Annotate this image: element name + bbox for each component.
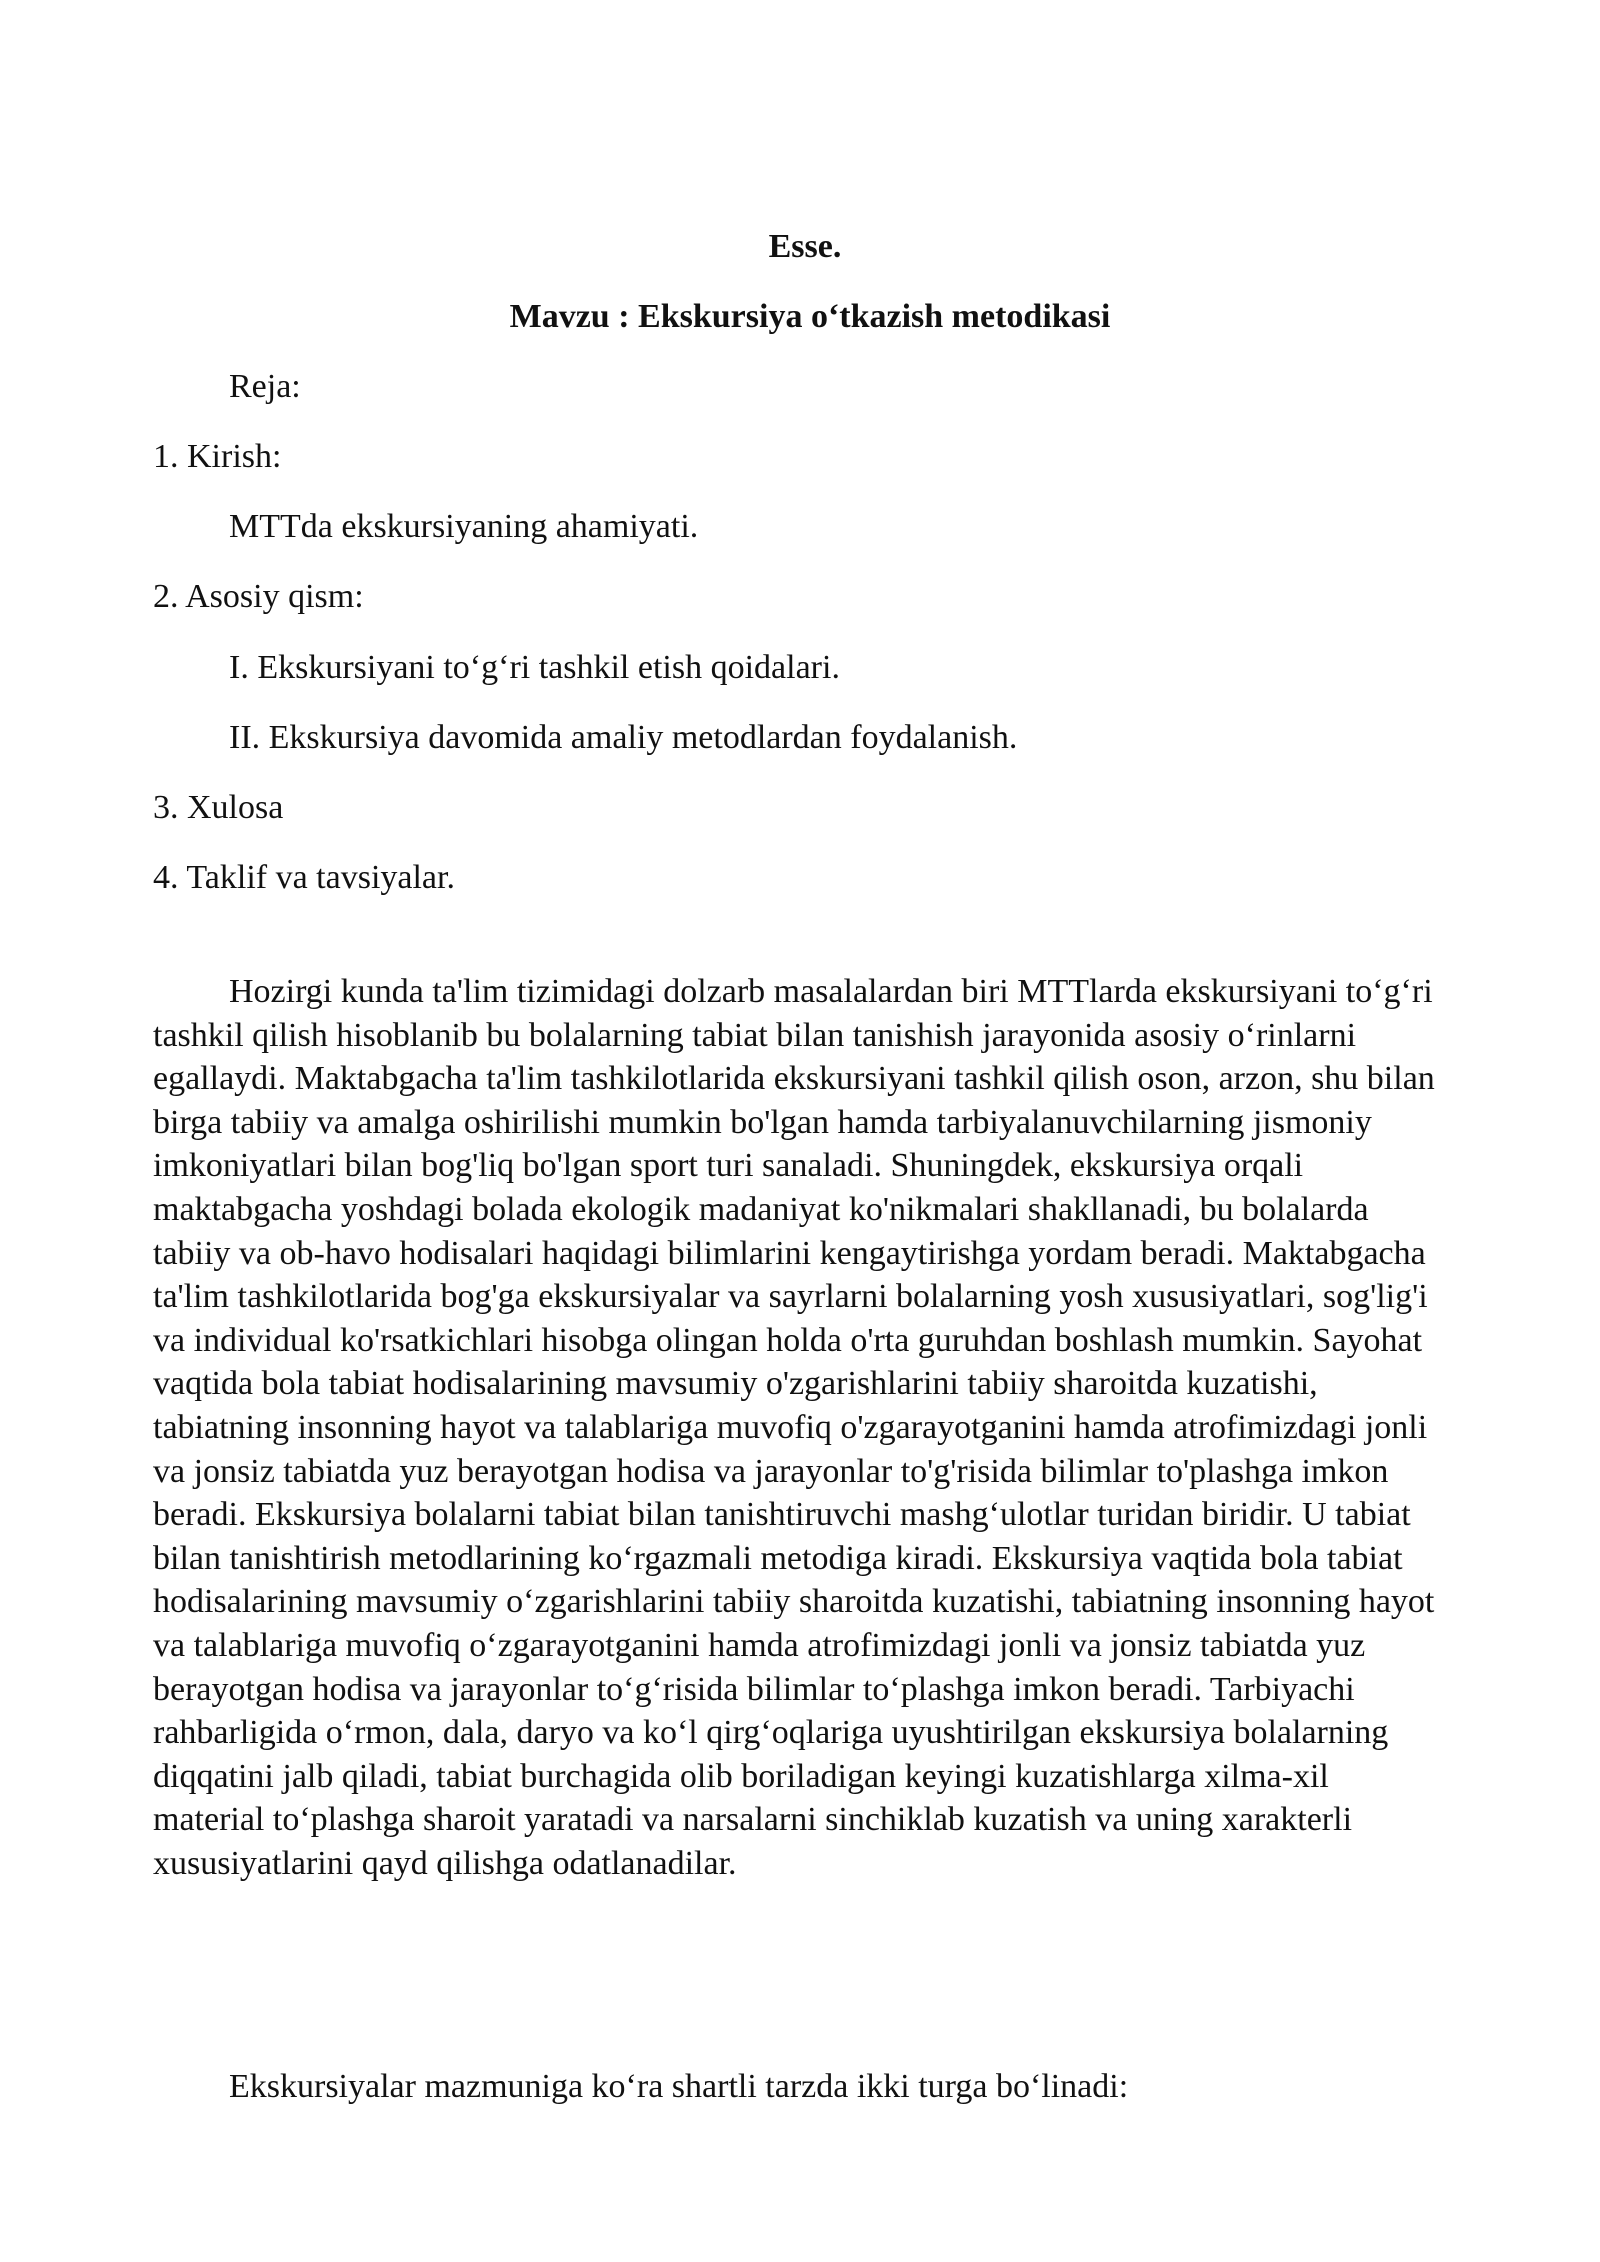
plan-subitem-rules: I. Ekskursiyani to‘g‘ri tashkil etish qoidalari. [229, 649, 840, 686]
closing-paragraph: Ekskursiyalar mazmuniga ko‘ra shartli tarzda ikki turga bo‘linadi: [229, 2068, 1129, 2105]
plan-subitem-methods: II. Ekskursiya davomida amaliy metodlardan foydalanish. [229, 719, 1018, 756]
plan-item-main-part: 2. Asosiy qism: [153, 578, 364, 615]
essay-topic: Mavzu : Ekskursiya o‘tkazish metodikasi [509, 298, 1111, 335]
plan-label: Reja: [229, 368, 301, 405]
essay-heading: Esse. [768, 228, 842, 265]
body-paragraph: Hozirgi kunda ta'lim tizimidagi dolzarb masalalardan biri MTTlarda ekskursiyani to‘g‘ri tashkil qilish hisoblanib bu bolalarning tabiat bilan tanishish jarayonida asosiy o‘rinlarni egallaydi. Maktabgacha ta'lim tashkilotlarida ekskursiyani tashkil qilish oson, arzon, shu bilan birga tabiiy va amalga oshirilishi mumkin bo'lgan hamda tarbiyalanuvchilarning jismoniy imkoniyatlari bilan bog'liq bo'lgan sport turi sanaladi. Shuningdek, ekskursiya orqali maktabgacha yoshdagi bolada ekologik madaniyat ko'nikmalari shakllanadi, bu bolalarda tabiiy va ob-havo hodisalari haqidagi bilimlarini kengaytirishga yordam beradi. Maktabgacha ta'lim tashkilotlarida bog'ga ekskursiyalar va sayrlarni bolalarning yosh xususiyatlari, sog'lig'i va individual ko'rsatkichlari hisobga olingan holda o'rta guruhdan boshlash mumkin. Sayohat vaqtida bola tabiat hodisalarining mavsumiy o'zgarishlarini tabiiy sharoitda kuzatishi, tabiatning insonning hayot va talablariga muvofiq o'zgarayotganini hamda atrofimizdagi jonli va jonsiz tabiatda yuz berayotgan hodisa va jarayonlar to'g'risida bilimlar to'plashga imkon beradi. Ekskursiya bolalarni tabiat bilan tanishtiruvchi mashg‘ulotlar turidan biridir. U tabiat bilan tanishtirish metodlarining ko‘rgazmali metodiga kiradi. Ekskursiya vaqtida bola tabiat hodisalarining mavsumiy o‘zgarishlarini tabiiy sharoitda kuzatishi, tabiatning insonning hayot va talablariga muvofiq o‘zgarayotganini hamda atrofimizdagi jonli va jonsiz tabiatda yuz berayotgan hodisa va jarayonlar to‘g‘risida bilimlar to‘plashga imkon beradi. Tarbiyachi rahbarligida o‘rmon, dala, daryo va ko‘l qirg‘oqlariga uyushtirilgan ekskursiya bolalarning diqqatini jalb qiladi, tabiat burchagida olib boriladigan keyingi kuzatishlarga xilma-xil material to‘plashga sharoit yaratadi va narsalarni sinchiklab kuzatish va uning xarakterli xususiyatlarini qayd qilishga odatlanadilar. [153, 973, 1435, 1882]
plan-item-conclusion: 3. Xulosa [153, 789, 284, 826]
plan-item-introduction: 1. Kirish: [153, 438, 282, 475]
plan-item-recommendations: 4. Taklif va tavsiyalar. [153, 859, 455, 896]
plan-subitem-importance: MTTda ekskursiyaning ahamiyati. [229, 508, 699, 545]
